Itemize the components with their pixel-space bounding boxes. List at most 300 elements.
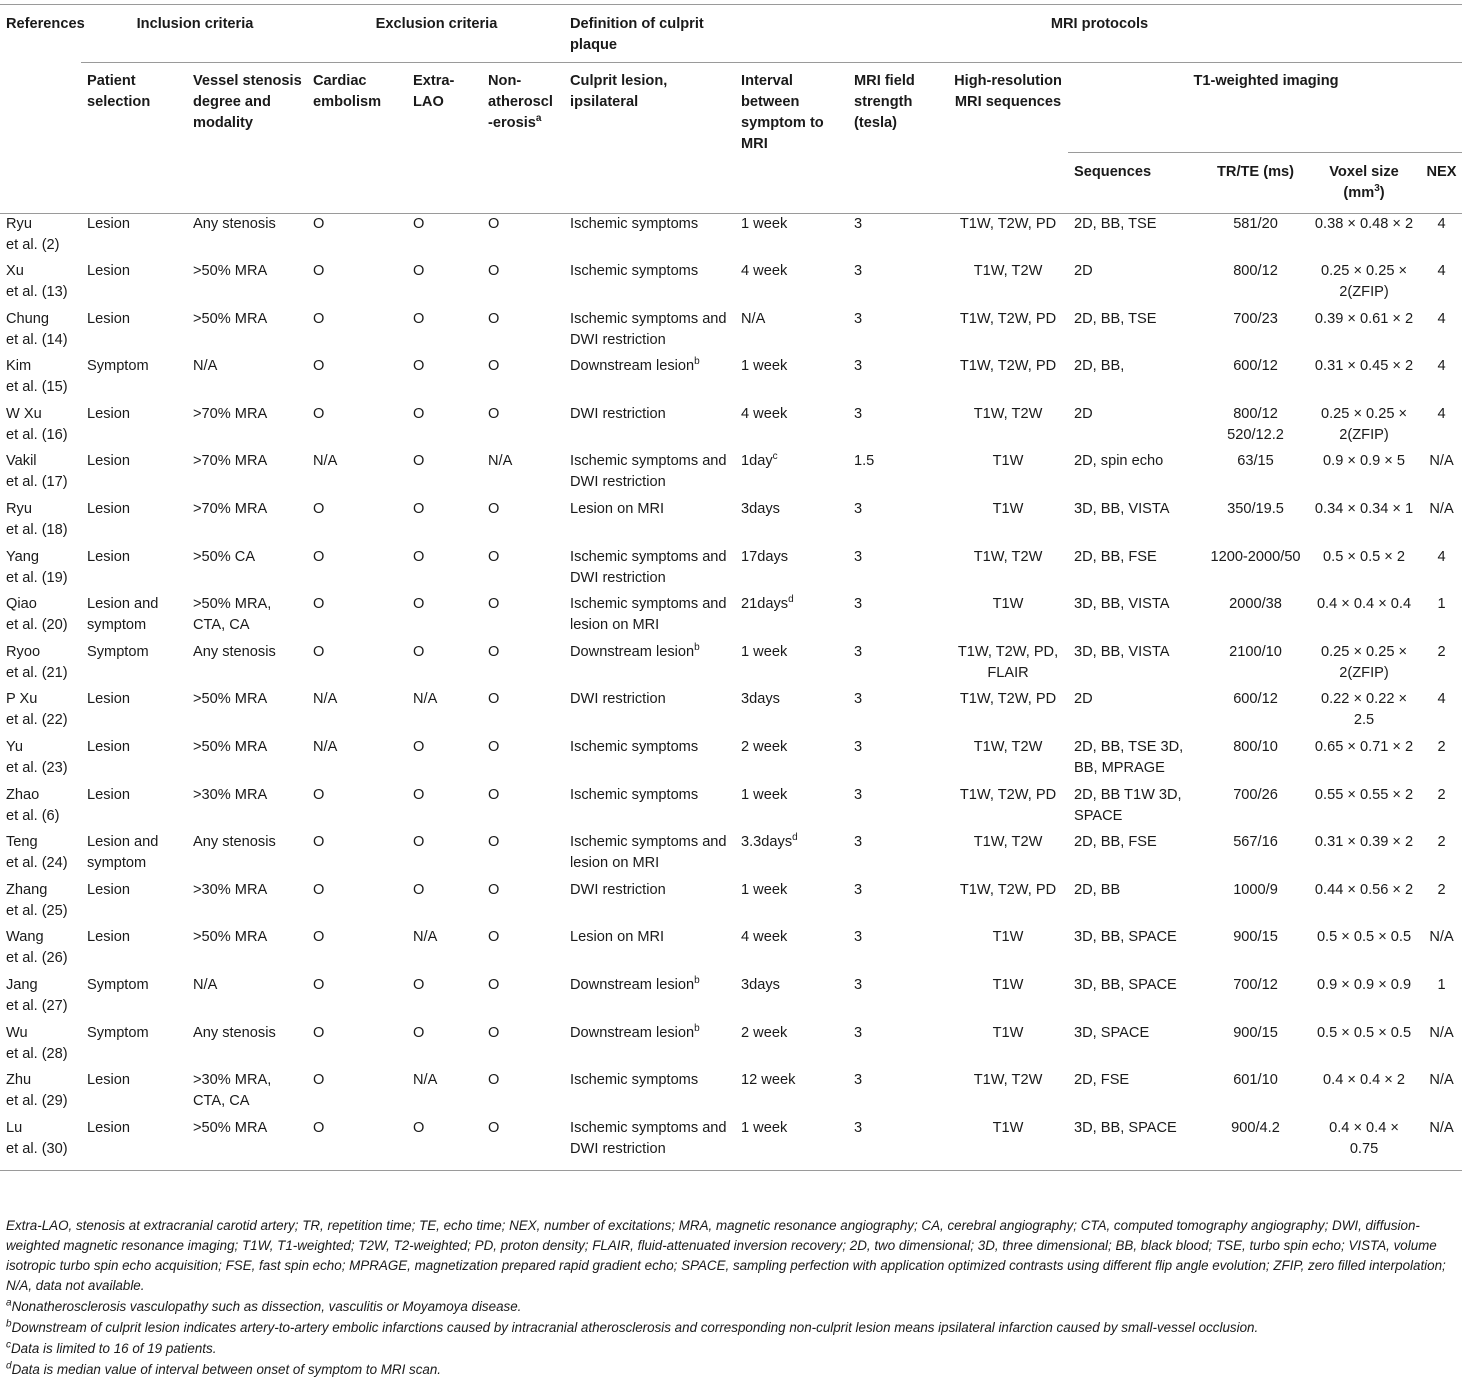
cell-tr-te — [1202, 404, 1307, 452]
cell-tr-te-text: 1000/9 — [1233, 881, 1278, 898]
cell-interval-text: 1 week — [741, 643, 788, 660]
cell-culprit-lesion-text: Ischemic symptoms and DWI restriction — [570, 1119, 727, 1157]
cell-sequences-text: 2D, BB T1W 3D, SPACE — [1074, 786, 1182, 824]
cell-tr-te — [1202, 214, 1307, 262]
cell-sequences-text: 3D, BB, VISTA — [1074, 643, 1170, 660]
cell-sequences-text: 2D, BB, TSE — [1074, 216, 1157, 232]
reference-author: Ryu — [6, 216, 32, 232]
cell-patient-selection — [81, 356, 187, 404]
cell-cardiac-embolism — [307, 261, 407, 309]
cell-voxel-size-text: 0.38 × 0.48 × 2 — [1314, 216, 1414, 232]
cell-nex-text: N/A — [1429, 1024, 1454, 1041]
cell-field-strength-text: 3 — [854, 834, 863, 851]
reference-author: Chung — [6, 310, 50, 327]
reference-author: Zhang — [6, 881, 48, 898]
cell-culprit-lesion — [564, 785, 735, 833]
cell-tr-te-text: 900/15 — [1233, 929, 1278, 946]
cell-patient-selection-text: Symptom — [87, 1024, 149, 1041]
cell-stenosis — [187, 356, 307, 404]
cell-extra-lao-text: O — [413, 643, 425, 660]
cell-tr-te-text: 900/4.2 — [1231, 1119, 1280, 1136]
cell-voxel-size — [1307, 547, 1419, 595]
cell-interval-text: 3days — [741, 691, 780, 708]
cell-tr-te-text: 2000/38 — [1229, 596, 1282, 613]
cell-voxel-size — [1307, 785, 1419, 833]
cell-culprit-lesion — [564, 927, 735, 975]
cell-reference — [0, 737, 81, 785]
cell-voxel-size — [1307, 214, 1419, 262]
table-row — [0, 785, 1462, 833]
cell-sequences-text: 3D, SPACE — [1074, 1024, 1150, 1041]
reference-citation: et al. (16) — [6, 426, 68, 443]
reference-citation: et al. (27) — [6, 998, 68, 1014]
footnote — [6, 1297, 1456, 1317]
cell-hr-sequences — [946, 214, 1068, 262]
cell-sequences — [1068, 1023, 1202, 1071]
cell-extra-lao-text: O — [413, 1024, 425, 1041]
cell-voxel-size-text: 0.25 × 0.25 × 2(ZFIP) — [1321, 643, 1408, 681]
cell-culprit-lesion-text: Ischemic symptoms and DWI restriction — [570, 548, 727, 586]
cell-patient-selection — [81, 1118, 187, 1171]
reference-author: Yu — [6, 739, 24, 756]
cell-extra-lao — [407, 689, 482, 737]
table-row — [0, 404, 1462, 452]
cell-field-strength-text: 3 — [854, 643, 863, 660]
cell-stenosis-text: N/A — [193, 358, 218, 375]
cell-extra-lao-text: O — [413, 739, 425, 756]
cell-patient-selection-text: Lesion — [87, 501, 131, 518]
cell-nex-text: 2 — [1437, 834, 1446, 851]
cell-nex — [1419, 309, 1462, 357]
cell-non-atherosclerosis-text: O — [488, 929, 500, 946]
cell-culprit-lesion-text: DWI restriction — [570, 405, 666, 422]
header-field-strength: MRI field strength (tesla) — [848, 63, 946, 214]
cell-cardiac-embolism — [307, 1118, 407, 1171]
cell-nex — [1419, 642, 1462, 690]
cell-hr-sequences — [946, 832, 1068, 880]
cell-stenosis-text: >50% MRA — [193, 739, 268, 756]
cell-sequences — [1068, 642, 1202, 690]
cell-nex-text: 1 — [1437, 596, 1446, 613]
cell-cardiac-embolism — [307, 404, 407, 452]
cell-sequences — [1068, 451, 1202, 499]
cell-voxel-size-text: 0.5 × 0.5 × 0.5 — [1316, 929, 1412, 946]
cell-culprit-lesion-text: Lesion on MRI — [570, 929, 665, 946]
cell-voxel-size — [1307, 499, 1419, 547]
cell-non-atherosclerosis — [482, 642, 564, 690]
cell-voxel-size — [1307, 642, 1419, 690]
cell-interval-text: 3days — [741, 977, 780, 993]
cell-interval-text: 1 week — [741, 881, 788, 898]
cell-nex — [1419, 451, 1462, 499]
cell-sequences-text: 2D, spin echo — [1074, 453, 1164, 470]
cell-field-strength-text: 3 — [854, 596, 863, 613]
cell-reference — [0, 689, 81, 737]
cell-patient-selection-text: Symptom — [87, 643, 149, 660]
cell-non-atherosclerosis — [482, 547, 564, 595]
cell-stenosis — [187, 404, 307, 452]
cell-sequences-text: 2D, BB — [1074, 881, 1121, 898]
cell-cardiac-embolism-text: O — [313, 596, 325, 613]
cell-reference — [0, 927, 81, 975]
cell-sequences-text: 2D, BB, — [1074, 358, 1125, 375]
cell-non-atherosclerosis — [482, 927, 564, 975]
header-tr-te: TR/TE (ms) — [1202, 153, 1307, 214]
cell-culprit-lesion-text: Lesion on MRI — [570, 501, 665, 518]
cell-voxel-size — [1307, 689, 1419, 737]
cell-tr-te-text: 700/26 — [1233, 786, 1278, 803]
cell-patient-selection-text: Lesion — [87, 216, 131, 232]
cell-tr-te — [1202, 689, 1307, 737]
cell-sequences — [1068, 832, 1202, 880]
cell-voxel-size-text: 0.5 × 0.5 × 0.5 — [1316, 1024, 1412, 1041]
cell-field-strength-text: 3 — [854, 691, 863, 708]
table-row — [0, 261, 1462, 309]
table-row — [0, 547, 1462, 595]
cell-extra-lao — [407, 499, 482, 547]
cell-voxel-size-text: 0.25 × 0.25 × 2(ZFIP) — [1321, 263, 1408, 301]
cell-sequences — [1068, 689, 1202, 737]
cell-hr-sequences — [946, 594, 1068, 642]
cell-nex-text: 2 — [1437, 643, 1446, 660]
cell-hr-sequences-text: T1W, T2W — [973, 739, 1043, 756]
footnote-mark: d — [788, 594, 794, 606]
table-row — [0, 356, 1462, 404]
cell-extra-lao-text: O — [413, 977, 425, 993]
cell-nex-text: 2 — [1437, 881, 1446, 898]
cell-stenosis-text: Any stenosis — [193, 643, 276, 660]
cell-interval — [735, 356, 848, 404]
cell-field-strength — [848, 785, 946, 833]
cell-sequences-text: 3D, BB, SPACE — [1074, 929, 1177, 946]
cell-field-strength-text: 3 — [854, 548, 863, 565]
cell-patient-selection-text: Lesion — [87, 691, 131, 708]
cell-stenosis — [187, 1118, 307, 1171]
cell-voxel-size-text: 0.31 × 0.45 × 2 — [1314, 358, 1414, 375]
cell-hr-sequences — [946, 927, 1068, 975]
header-interval: Interval between symptom to MRI — [735, 63, 848, 214]
table-row — [0, 927, 1462, 975]
cell-interval — [735, 214, 848, 262]
header-sequences: Sequences — [1068, 153, 1202, 214]
cell-tr-te — [1202, 642, 1307, 690]
cell-sequences — [1068, 737, 1202, 785]
cell-patient-selection-text: Lesion and symptom — [87, 834, 159, 872]
cell-voxel-size — [1307, 261, 1419, 309]
table-body — [0, 214, 1462, 1171]
cell-hr-sequences-text: T1W, T2W, PD — [959, 216, 1057, 232]
cell-interval — [735, 975, 848, 1023]
cell-interval-text: 2 week — [741, 1024, 788, 1041]
cell-stenosis — [187, 927, 307, 975]
cell-interval-text: 1 week — [741, 1119, 788, 1136]
cell-hr-sequences — [946, 309, 1068, 357]
cell-culprit-lesion — [564, 832, 735, 880]
cell-voxel-size — [1307, 1118, 1419, 1171]
cell-non-atherosclerosis — [482, 975, 564, 1023]
cell-sequences — [1068, 261, 1202, 309]
cell-patient-selection-text: Lesion — [87, 739, 131, 756]
cell-sequences-text: 3D, BB, SPACE — [1074, 1119, 1177, 1136]
cell-cardiac-embolism — [307, 689, 407, 737]
reference-author: Zhu — [6, 1072, 32, 1089]
cell-tr-te-text: 600/12 — [1233, 691, 1278, 708]
cell-culprit-lesion — [564, 1023, 735, 1071]
cell-extra-lao-text: O — [413, 1119, 425, 1136]
cell-interval — [735, 261, 848, 309]
table-row — [0, 880, 1462, 928]
cell-cardiac-embolism-text: O — [313, 786, 325, 803]
table-row — [0, 1118, 1462, 1171]
cell-field-strength — [848, 1070, 946, 1118]
cell-extra-lao — [407, 1070, 482, 1118]
cell-patient-selection-text: Symptom — [87, 977, 149, 993]
header-vessel-stenosis: Vessel stenosis degree and modality — [187, 63, 307, 214]
cell-extra-lao — [407, 737, 482, 785]
cell-culprit-lesion-text: DWI restriction — [570, 691, 666, 708]
cell-interval-text: N/A — [741, 310, 766, 327]
cell-cardiac-embolism-text: O — [313, 358, 325, 375]
cell-non-atherosclerosis-text: O — [488, 1072, 500, 1089]
cell-non-atherosclerosis — [482, 309, 564, 357]
reference-author: Wu — [6, 1024, 28, 1041]
cell-sequences-text: 3D, BB, SPACE — [1074, 977, 1177, 993]
cell-stenosis — [187, 547, 307, 595]
cell-tr-te-text: 900/15 — [1233, 1024, 1278, 1041]
cell-stenosis — [187, 737, 307, 785]
cell-culprit-lesion-text: Ischemic symptoms and lesion on MRI — [570, 834, 727, 872]
cell-voxel-size-text: 0.4 × 0.4 × 0.4 — [1316, 596, 1412, 613]
cell-nex — [1419, 880, 1462, 928]
cell-non-atherosclerosis — [482, 594, 564, 642]
cell-hr-sequences-text: T1W, T2W, PD — [959, 691, 1057, 708]
cell-interval-text: 17days — [741, 548, 789, 565]
cell-reference — [0, 261, 81, 309]
cell-non-atherosclerosis-text: O — [488, 786, 500, 803]
cell-interval — [735, 785, 848, 833]
cell-cardiac-embolism-text: N/A — [313, 739, 338, 756]
cell-culprit-lesion-text: Ischemic symptoms and lesion on MRI — [570, 596, 727, 634]
cell-extra-lao-text: O — [413, 834, 425, 851]
cell-stenosis-text: >30% MRA, CTA, CA — [193, 1072, 272, 1110]
cell-patient-selection-text: Lesion — [87, 310, 131, 327]
cell-field-strength-text: 3 — [854, 1072, 863, 1089]
cell-hr-sequences-text: T1W — [992, 977, 1024, 993]
cell-interval — [735, 547, 848, 595]
reference-citation: et al. (18) — [6, 522, 68, 539]
reference-author: Kim — [6, 358, 32, 375]
cell-culprit-lesion — [564, 451, 735, 499]
cell-reference — [0, 642, 81, 690]
cell-stenosis — [187, 975, 307, 1023]
cell-hr-sequences-text: T1W, T2W, PD — [959, 786, 1057, 803]
cell-nex-text: N/A — [1429, 929, 1454, 946]
cell-interval-text: 3.3days — [741, 834, 793, 851]
reference-author: Wang — [6, 929, 44, 946]
cell-nex — [1419, 404, 1462, 452]
cell-cardiac-embolism — [307, 737, 407, 785]
footnote-text: Downstream of culprit lesion indicates artery-to-artery embolic infarctions caused by intracranial atherosclerosis and corresponding non-culprit lesion means ipsilateral infarction caused by small-vessel occlusion. — [11, 1320, 1259, 1335]
cell-tr-te-text: 567/16 — [1233, 834, 1278, 851]
cell-interval — [735, 1023, 848, 1071]
cell-field-strength-text: 3 — [854, 358, 863, 375]
footnote-mark: b — [6, 1318, 12, 1330]
cell-extra-lao-text: O — [413, 786, 425, 803]
cell-voxel-size — [1307, 594, 1419, 642]
cell-hr-sequences — [946, 642, 1068, 690]
cell-nex-text: N/A — [1429, 453, 1454, 470]
reference-author: Zhao — [6, 786, 40, 803]
cell-culprit-lesion-text: Downstream lesion — [570, 358, 695, 375]
cell-cardiac-embolism-text: O — [313, 977, 325, 993]
cell-interval-text: 4 week — [741, 263, 788, 280]
reference-citation: et al. (26) — [6, 950, 68, 967]
cell-stenosis-text: >50% MRA, CTA, CA — [193, 596, 272, 634]
cell-hr-sequences — [946, 1070, 1068, 1118]
footnote-mark: d — [792, 832, 798, 844]
cell-culprit-lesion — [564, 1070, 735, 1118]
cell-cardiac-embolism-text: O — [313, 310, 325, 327]
cell-voxel-size — [1307, 356, 1419, 404]
cell-nex-text: 4 — [1437, 216, 1446, 232]
cell-voxel-size-text: 0.65 × 0.71 × 2 — [1314, 739, 1414, 756]
table-row — [0, 451, 1462, 499]
cell-nex — [1419, 547, 1462, 595]
cell-sequences — [1068, 404, 1202, 452]
cell-field-strength-text: 3 — [854, 501, 863, 518]
cell-stenosis-text: >30% MRA — [193, 881, 268, 898]
cell-hr-sequences — [946, 880, 1068, 928]
cell-hr-sequences — [946, 737, 1068, 785]
cell-non-atherosclerosis-text: O — [488, 691, 500, 708]
cell-stenosis-text: Any stenosis — [193, 216, 276, 232]
cell-non-atherosclerosis — [482, 214, 564, 262]
cell-cardiac-embolism — [307, 547, 407, 595]
cell-nex — [1419, 785, 1462, 833]
cell-tr-te-text: 800/12 520/12.2 — [1227, 405, 1284, 443]
cell-hr-sequences — [946, 499, 1068, 547]
cell-sequences-text: 2D — [1074, 405, 1093, 422]
cell-patient-selection-text: Symptom — [87, 358, 149, 375]
cell-stenosis — [187, 880, 307, 928]
cell-culprit-lesion-text: Ischemic symptoms — [570, 739, 699, 756]
table-row — [0, 594, 1462, 642]
cell-hr-sequences — [946, 261, 1068, 309]
cell-extra-lao — [407, 1023, 482, 1071]
cell-extra-lao-text: O — [413, 216, 425, 232]
cell-interval — [735, 737, 848, 785]
cell-sequences-text: 2D, BB, TSE — [1074, 310, 1157, 327]
cell-non-atherosclerosis-text: O — [488, 881, 500, 898]
reference-citation: et al. (29) — [6, 1093, 68, 1110]
cell-cardiac-embolism-text: N/A — [313, 691, 338, 708]
cell-stenosis-text: Any stenosis — [193, 1024, 276, 1041]
cell-stenosis — [187, 499, 307, 547]
cell-culprit-lesion-text: Ischemic symptoms — [570, 216, 699, 232]
cell-stenosis-text: >30% MRA — [193, 786, 268, 803]
cell-field-strength-text: 1.5 — [854, 453, 875, 470]
cell-extra-lao-text: O — [413, 453, 425, 470]
cell-cardiac-embolism — [307, 499, 407, 547]
cell-culprit-lesion-text: Downstream lesion — [570, 977, 695, 993]
cell-cardiac-embolism-text: O — [313, 548, 325, 565]
cell-reference — [0, 785, 81, 833]
cell-sequences — [1068, 547, 1202, 595]
cell-sequences-text: 2D, BB, FSE — [1074, 548, 1157, 565]
cell-culprit-lesion-text: Ischemic symptoms — [570, 786, 699, 803]
cell-cardiac-embolism — [307, 642, 407, 690]
cell-nex-text: 4 — [1437, 405, 1446, 422]
cell-interval — [735, 404, 848, 452]
footnote-mark: c — [772, 451, 778, 463]
cell-sequences — [1068, 356, 1202, 404]
cell-extra-lao-text: N/A — [413, 929, 438, 946]
cell-hr-sequences-text: T1W — [992, 596, 1024, 613]
cell-reference — [0, 1118, 81, 1171]
cell-stenosis — [187, 832, 307, 880]
footnote — [6, 1360, 1456, 1380]
cell-patient-selection-text: Lesion — [87, 881, 131, 898]
footnote-mark: b — [694, 975, 700, 987]
cell-tr-te-text: 700/23 — [1233, 310, 1278, 327]
cell-extra-lao — [407, 594, 482, 642]
cell-non-atherosclerosis — [482, 880, 564, 928]
cell-non-atherosclerosis — [482, 261, 564, 309]
cell-cardiac-embolism-text: O — [313, 929, 325, 946]
cell-culprit-lesion-text: Downstream lesion — [570, 1024, 695, 1041]
header-exclusion: Exclusion criteria — [307, 5, 564, 63]
cell-non-atherosclerosis-text: O — [488, 1119, 500, 1136]
cell-extra-lao — [407, 975, 482, 1023]
cell-extra-lao-text: O — [413, 263, 425, 280]
cell-voxel-size — [1307, 451, 1419, 499]
cell-field-strength-text: 3 — [854, 881, 863, 898]
footnote-text: Data is median value of interval between onset of symptom to MRI scan. — [11, 1362, 442, 1377]
footnotes — [6, 1297, 1456, 1380]
cell-culprit-lesion — [564, 1118, 735, 1171]
cell-reference — [0, 356, 81, 404]
cell-nex — [1419, 832, 1462, 880]
reference-author: W Xu — [6, 405, 42, 422]
cell-patient-selection — [81, 642, 187, 690]
table-row — [0, 214, 1462, 262]
cell-field-strength-text: 3 — [854, 1119, 863, 1136]
cell-cardiac-embolism — [307, 1023, 407, 1071]
cell-field-strength — [848, 880, 946, 928]
cell-stenosis-text: >50% MRA — [193, 310, 268, 327]
reference-citation: et al. (15) — [6, 379, 68, 396]
cell-field-strength — [848, 642, 946, 690]
footnote-mark: b — [694, 641, 700, 653]
reference-citation: et al. (22) — [6, 712, 68, 729]
cell-extra-lao — [407, 309, 482, 357]
cell-patient-selection — [81, 737, 187, 785]
cell-field-strength — [848, 927, 946, 975]
cell-tr-te — [1202, 499, 1307, 547]
cell-voxel-size-text: 0.22 × 0.22 × 2.5 — [1321, 691, 1408, 729]
cell-cardiac-embolism-text: N/A — [313, 453, 338, 470]
cell-stenosis-text: >50% MRA — [193, 691, 268, 708]
cell-tr-te — [1202, 547, 1307, 595]
cell-extra-lao — [407, 1118, 482, 1171]
cell-cardiac-embolism-text: O — [313, 501, 325, 518]
cell-reference — [0, 975, 81, 1023]
cell-hr-sequences-text: T1W — [992, 501, 1024, 518]
cell-patient-selection — [81, 975, 187, 1023]
reference-citation: et al. (21) — [6, 664, 68, 681]
cell-tr-te — [1202, 880, 1307, 928]
cell-tr-te — [1202, 451, 1307, 499]
